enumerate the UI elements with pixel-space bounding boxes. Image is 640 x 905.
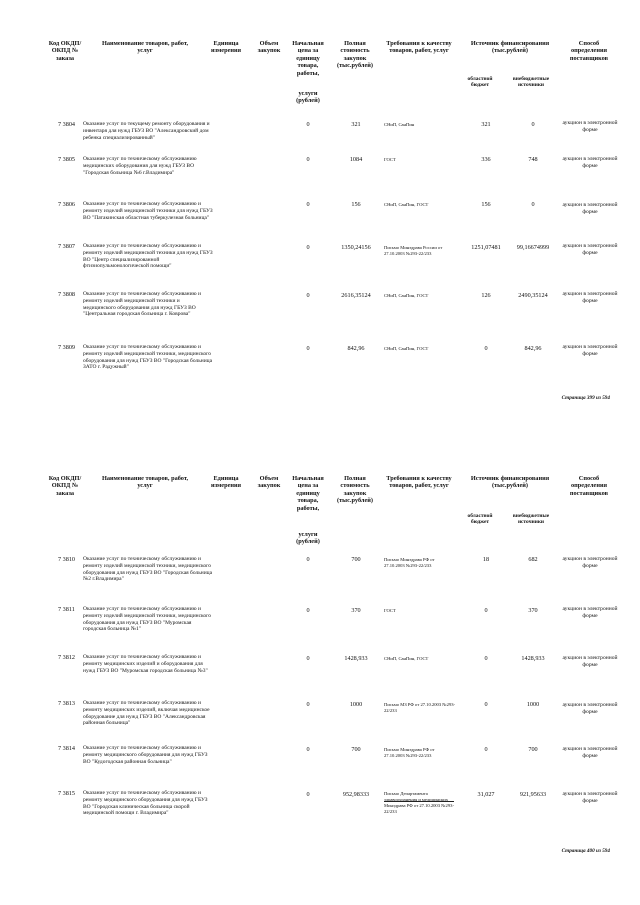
row-requirements: СНиП, СанПин, ГОСТ <box>384 293 429 298</box>
row-extra: 2490,35124 <box>518 292 548 299</box>
row-extra: 682 <box>528 556 538 563</box>
row-price: 0 <box>306 607 310 614</box>
row-price: 0 <box>306 655 310 662</box>
col-header-method: Способ определения поставщиков <box>569 40 609 62</box>
row-code: 7 3808 <box>58 291 76 298</box>
row-method: аукцион в электронной форме <box>562 606 618 619</box>
col-header-requirements: Требования к качеству товаров, работ, услуг <box>386 475 452 490</box>
col-header-source-extra: внебюджетные источники <box>512 76 550 89</box>
row-total: 321 <box>351 121 361 128</box>
row-code: 7 3814 <box>58 745 76 752</box>
row-extra: 700 <box>528 746 538 753</box>
row-method: аукцион в электронной форме <box>562 556 618 569</box>
row-requirements: Письмо Департамента здравоохранения и медицинских Минздрава РФ от 27.10.2003 №293-22/233 <box>384 791 454 814</box>
row-requirements: ГОСТ <box>384 157 396 162</box>
row-code: 7 3804 <box>58 121 76 128</box>
col-header-code: Код ОКДП/ ОКПД № заказа <box>48 40 82 62</box>
row-name: Оказание услуг по техническому обслуживанию и ремонту медицинских изделий, включая медицинское оборудование для нужд ГБУЗ ВО "Александровская районная больница" <box>83 700 210 727</box>
col-header-init-price-unit: услуги (рублей) <box>296 531 320 546</box>
row-method: аукцион в электронной форме <box>562 243 618 256</box>
row-extra: 99,16674999 <box>516 244 550 251</box>
row-name: Оказание услуг по техническому обслуживанию и ремонту изделий медицинской техники, медицинского оборудования для нужд ГБУЗ ВО "Городская больница №2 г.Владимира" <box>83 556 213 583</box>
row-requirements: СНиП, СанПин, ГОСТ <box>384 202 429 207</box>
col-header-init-price: Начальная цена за единицу товара, работы, <box>292 475 324 512</box>
col-header-source: Источник финансирования (тыс.рублей) <box>470 40 550 55</box>
row-total: 700 <box>351 746 361 753</box>
row-code: 7 3807 <box>58 243 76 250</box>
page-number: Страница 399 из 594 <box>561 395 610 401</box>
row-regional: 0 <box>484 746 488 753</box>
col-header-name: Наименование товаров, работ, услуг <box>101 40 189 55</box>
row-code: 7 3811 <box>58 606 75 613</box>
col-header-total: Полная стоимость закупок (тыс.рублей) <box>336 40 373 70</box>
document-page-2 <box>0 455 640 905</box>
row-code: 7 3809 <box>58 344 76 351</box>
row-name: Оказание услуг по техническому обслуживанию и ремонту изделий медицинской техники и медицинского оборудования для нужд ГБУЗ ВО "Центральная городская больница г. Коврова" <box>83 291 201 318</box>
col-header-code: Код ОКДП/ ОКПД № заказа <box>48 475 82 497</box>
row-regional: 0 <box>484 345 488 352</box>
row-regional: 321 <box>481 121 491 128</box>
row-total: 952,98333 <box>342 791 370 798</box>
col-header-source-regional: областной бюджет <box>467 76 493 89</box>
row-method: аукцион в электронной форме <box>562 156 618 169</box>
col-header-volume: Объем закупок <box>257 40 281 55</box>
row-requirements: Письмо Минздрава России от 27.10.2003 №293-22/233 <box>384 245 443 256</box>
row-name: Оказание услуг по техническому обслуживанию и ремонту медицинского оборудования для нужд ГБУЗ ВО "Городская клиническая больница скорой медицинской помощи г. Владимира" <box>83 790 208 817</box>
row-method: аукцион в электронной форме <box>562 746 618 759</box>
row-code: 7 3813 <box>58 700 76 707</box>
row-regional: 336 <box>481 156 491 163</box>
row-extra: 748 <box>528 156 538 163</box>
col-header-total: Полная стоимость закупок (тыс.рублей) <box>336 475 373 505</box>
col-header-source-extra: внебюджетные источники <box>512 513 550 526</box>
row-total: 370 <box>351 607 361 614</box>
row-extra: 921,95633 <box>519 791 547 798</box>
row-regional: 18 <box>482 556 490 563</box>
row-regional: 156 <box>481 201 491 208</box>
col-header-source-regional: областной бюджет <box>467 513 493 526</box>
row-name: Оказание услуг по техническому обслуживанию и ремонту медицинского оборудования для нужд ГБУЗ ВО "Кудогодская районная больница" <box>83 745 208 765</box>
row-method: аукцион в электронной форме <box>562 344 618 357</box>
row-price: 0 <box>306 556 310 563</box>
col-header-unit: Единица измерения <box>210 40 242 55</box>
row-extra: 0 <box>531 121 535 128</box>
row-price: 0 <box>306 201 310 208</box>
row-price: 0 <box>306 244 310 251</box>
row-method: аукцион в электронной форме <box>562 702 618 715</box>
col-header-requirements: Требования к качеству товаров, работ, услуг <box>386 40 452 55</box>
row-requirements: Письмо МЗ РФ от 27.10.2003 №293-22/233 <box>384 702 456 713</box>
row-extra: 1428,933 <box>521 655 545 662</box>
row-price: 0 <box>306 156 310 163</box>
row-method: аукцион в электронной форме <box>562 655 618 668</box>
row-price: 0 <box>306 292 310 299</box>
row-total: 1000 <box>349 701 363 708</box>
row-extra: 842,96 <box>524 345 542 352</box>
row-name: Оказание услуг по техническому обслуживанию и ремонту изделий медицинской техники для нужд ГБУЗ ВО "Центр специализированной фтизиопульмонологической помощи" <box>83 243 213 270</box>
row-price: 0 <box>306 121 310 128</box>
separator-line <box>384 801 454 802</box>
row-name: Оказание услуг по техническому обслуживанию и ремонту медицинских изделий и оборудования для нужд ГБУЗ ВО "Муромская городская больница №3" <box>83 654 208 674</box>
row-code: 7 3806 <box>58 201 76 208</box>
col-header-method: Способ определения поставщиков <box>569 475 609 497</box>
row-requirements: СНиП, СанПин, ГОСТ <box>384 656 429 661</box>
row-regional: 0 <box>484 701 488 708</box>
row-name: Оказание услуг по техническому обслуживанию медицинских оборудования для нужд ГБУЗ ВО "Городская больница №6 г.Владимира" <box>83 156 197 176</box>
row-total: 2616,35124 <box>341 292 371 299</box>
row-price: 0 <box>306 345 310 352</box>
row-extra: 1000 <box>526 701 540 708</box>
row-requirements: СНиП, СанПин <box>384 122 415 127</box>
row-regional: 1251,07481 <box>471 244 501 251</box>
row-total: 156 <box>351 201 361 208</box>
row-method: аукцион в электронной форме <box>562 120 618 133</box>
row-regional: 126 <box>481 292 491 299</box>
document-page-1 <box>0 0 640 450</box>
row-name: Оказание услуг по техническому обслуживанию и ремонту изделий медицинской техники, медицинского оборудования для нужд ГБУЗ ВО "Городская больница ЗАТО г. Радужный" <box>83 344 213 371</box>
row-method: аукцион в электронной форме <box>562 291 618 304</box>
row-name: Оказание услуг по текущему ремонту оборудования и инвентаря для нужд ГБУЗ ВО "Александровский дом ребенка специализированный" <box>83 121 210 141</box>
row-name: Оказание услуг по техническому обслуживанию и ремонту изделий медицинской техники для нужд ГБУЗ ВО "Патакинская областная туберкулезная больница" <box>83 201 213 221</box>
row-method: аукцион в электронной форме <box>562 791 618 804</box>
page-number: Страница 400 из 594 <box>561 848 610 854</box>
row-requirements: СНиП, СанПин, ГОСТ <box>384 346 429 351</box>
row-price: 0 <box>306 791 310 798</box>
row-total: 1084 <box>349 156 363 163</box>
row-name: Оказание услуг по техническому обслуживанию и ремонту изделий медицинской техники, медицинского оборудования для нужд ГБУЗ ВО "Муромская городская больница №1" <box>83 606 212 633</box>
col-header-source: Источник финансирования (тыс.рублей) <box>470 475 550 490</box>
row-total: 1428,933 <box>344 655 368 662</box>
row-regional: 0 <box>484 607 488 614</box>
col-header-init-price-unit: услуги (рублей) <box>296 90 320 105</box>
row-code: 7 3805 <box>58 156 76 163</box>
row-price: 0 <box>306 701 310 708</box>
row-code: 7 3812 <box>58 654 76 661</box>
row-code: 7 3810 <box>58 556 76 563</box>
row-regional: 31,027 <box>477 791 495 798</box>
row-total: 842,96 <box>347 345 365 352</box>
row-requirements: Письмо Минздрава РФ от 27.10.2003 №293-22/233 <box>384 557 435 568</box>
col-header-volume: Объем закупок <box>257 475 281 490</box>
row-regional: 0 <box>484 655 488 662</box>
row-price: 0 <box>306 746 310 753</box>
row-total: 1350,24156 <box>341 244 371 251</box>
row-method: аукцион в электронной форме <box>562 202 618 215</box>
row-code: 7 3815 <box>58 790 76 797</box>
col-header-name: Наименование товаров, работ, услуг <box>101 475 189 490</box>
row-extra: 370 <box>528 607 538 614</box>
row-extra: 0 <box>531 201 535 208</box>
row-requirements: Письмо Минздрава РФ от 27.10.2003 №293-22/233 <box>384 747 435 758</box>
col-header-unit: Единица измерения <box>210 475 242 490</box>
col-header-init-price: Начальная цена за единицу товара, работы, <box>292 40 324 77</box>
row-total: 700 <box>351 556 361 563</box>
row-requirements: ГОСТ <box>384 608 396 613</box>
